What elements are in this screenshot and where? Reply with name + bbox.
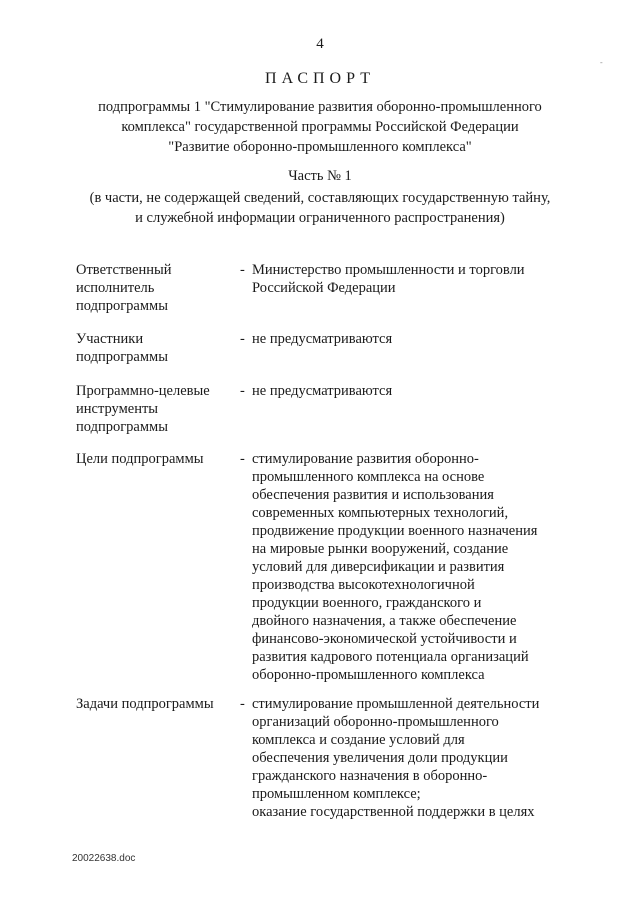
row-label <box>76 450 241 468</box>
row-value-line: развития кадрового потенциала организаций <box>252 649 529 665</box>
part-note-line: (в части, не содержащей сведений, составляющих государственную тайну, <box>89 190 551 206</box>
row-dash: - <box>240 383 245 399</box>
row-value-line: современных компьютерных технологий, <box>252 505 509 521</box>
row-label-line: Участники <box>76 331 144 347</box>
row-value-line: продвижение продукции военного назначения <box>252 523 538 539</box>
row-label-line: подпрограммы <box>76 419 168 435</box>
row-label-line: подпрограммы <box>76 349 168 365</box>
row-dash: - <box>240 451 245 467</box>
row-value-line: производства высокотехнологичной <box>252 577 475 593</box>
row-value-line: гражданского назначения в оборонно- <box>252 768 488 784</box>
row-value-line: организаций оборонно-промышленного <box>252 714 499 730</box>
row-dash: - <box>240 262 245 278</box>
row-label-line: Задачи подпрограммы <box>76 696 214 712</box>
document-title: ПАСПОРТ <box>265 70 375 87</box>
row-value-line: продукции военного, гражданского и <box>252 595 482 611</box>
row-value <box>252 330 572 348</box>
row-label-line: Цели подпрограммы <box>76 451 204 467</box>
row-label-line: Программно-целевые <box>76 383 210 399</box>
page-number: 4 <box>316 36 324 52</box>
part-note-line: и служебной информации ограниченного распространения) <box>135 210 505 226</box>
row-value-line: оборонно-промышленного комплекса <box>252 667 485 683</box>
row-value-line: на мировые рынки вооружений, создание <box>252 541 509 557</box>
row-value-line: стимулирование промышленной деятельности <box>252 696 540 712</box>
row-value-line: промышленном комплексе; <box>252 786 421 802</box>
footer-file-code: 20022638.doc <box>72 853 136 864</box>
row-value-line: Российской Федерации <box>252 280 396 296</box>
row-value-line: обеспечения увеличения доли продукции <box>252 750 508 766</box>
row-value-line: финансово-экономической устойчивости и <box>252 631 517 647</box>
row-label <box>76 382 241 436</box>
row-value-line: условий для диверсификации и развития <box>252 559 505 575</box>
row-value <box>252 382 572 400</box>
row-label <box>76 261 241 315</box>
row-value-line: двойного назначения, а также обеспечение <box>252 613 517 629</box>
part-heading: Часть № 1 <box>288 168 352 184</box>
subtitle-line: комплекса" государственной программы Российской Федерации <box>121 119 519 135</box>
row-value <box>252 261 572 297</box>
row-value-line: не предусматриваются <box>252 383 393 399</box>
row-label-line: подпрограммы <box>76 298 168 314</box>
row-value-line: комплекса и создание условий для <box>252 732 465 748</box>
row-value-line: Министерство промышленности и торговли <box>252 262 525 278</box>
row-value-line: стимулирование развития оборонно- <box>252 451 479 467</box>
row-label-line: Ответственный <box>76 262 172 278</box>
row-value <box>252 695 572 821</box>
row-label-line: исполнитель <box>76 280 155 296</box>
document-subtitle <box>40 97 600 157</box>
row-value <box>252 450 572 684</box>
row-value-line: обеспечения развития и использования <box>252 487 494 503</box>
row-dash: - <box>240 696 245 712</box>
corner-mark: - <box>600 58 603 67</box>
row-label <box>76 695 241 713</box>
row-value-line: не предусматриваются <box>252 331 393 347</box>
row-label-line: инструменты <box>76 401 159 417</box>
subtitle-line: "Развитие оборонно-промышленного комплекса" <box>168 139 472 155</box>
row-label <box>76 330 241 366</box>
row-dash: - <box>240 331 245 347</box>
row-value-line: оказание государственной поддержки в целях <box>252 804 535 820</box>
part-note <box>40 188 600 228</box>
subtitle-line: подпрограммы 1 "Стимулирование развития оборонно-промышленного <box>98 99 542 115</box>
row-value-line: промышленного комплекса на основе <box>252 469 485 485</box>
